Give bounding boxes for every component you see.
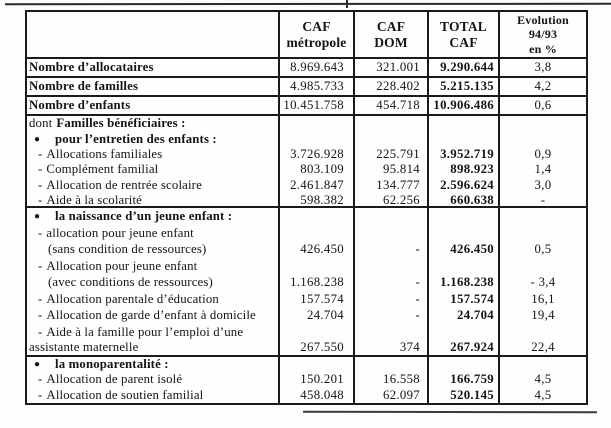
table-row-nombre-allocataires <box>27 59 586 78</box>
cell-caf-dom <box>353 208 427 225</box>
cell-evolution: 22,4 <box>498 340 586 355</box>
cell-total-caf: 1.168.238 <box>427 274 498 291</box>
bullet-icon: ● <box>34 133 41 145</box>
cell-evolution: 3,0 <box>498 178 586 193</box>
cell-label <box>27 97 278 114</box>
cell-evolution: 1,4 <box>498 162 586 177</box>
cell-caf-metropole <box>278 258 353 275</box>
caf-statistics-table <box>25 10 588 405</box>
cell-label <box>27 193 278 208</box>
label-text: Allocation de soutien familial <box>46 387 204 402</box>
label-text: Allocations familiales <box>46 146 163 161</box>
cell-evolution: 19,4 <box>498 307 586 324</box>
header-text: CAF <box>449 34 478 50</box>
dash-marker: - <box>38 225 43 240</box>
label-text: Aide à la famille pour l’emploi d’une <box>46 324 244 339</box>
cell-label <box>27 340 278 355</box>
label-text: (sans condition de ressources) <box>48 242 207 257</box>
cell-caf-dom: - <box>353 291 427 308</box>
cell-caf-metropole <box>278 131 353 146</box>
cell-evolution: - 3,4 <box>498 274 586 291</box>
table-row-aide-scolarite <box>27 193 586 208</box>
dash-marker: - <box>38 324 43 339</box>
cell-evolution <box>498 357 586 372</box>
cell-caf-metropole: 10.451.758 <box>278 97 353 114</box>
cell-label <box>27 78 278 95</box>
cell-total-caf <box>427 324 498 341</box>
cell-label <box>27 324 278 341</box>
cell-evolution <box>498 208 586 225</box>
table-header-row <box>27 12 586 59</box>
cell-total-caf: 3.952.719 <box>427 147 498 162</box>
cell-evolution <box>498 116 586 131</box>
cell-caf-dom <box>353 357 427 372</box>
page-edge-line <box>5 3 611 6</box>
cell-caf-metropole <box>278 116 353 131</box>
cell-total-caf <box>427 357 498 372</box>
label-text: pour l’entretien des enfants : <box>55 131 217 146</box>
cell-caf-dom: 454.718 <box>353 97 427 114</box>
cell-caf-dom: 16.558 <box>353 372 427 387</box>
cell-evolution <box>498 131 586 146</box>
cell-label <box>27 162 278 177</box>
label-text: Allocation de garde d’enfant à domicile <box>46 308 256 323</box>
cell-evolution <box>498 258 586 275</box>
label-text: Nombre de familles <box>29 79 139 93</box>
cell-label <box>27 59 278 76</box>
dash-marker: - <box>38 177 43 192</box>
table-row-allocation-jeune-enfant-avec-l1 <box>27 258 586 275</box>
header-cell-caf-metropole <box>278 12 353 57</box>
cell-evolution: 4,2 <box>498 78 586 95</box>
header-cell-empty <box>27 12 278 57</box>
label-text: la monoparentalité : <box>55 357 169 372</box>
table-row-allocation-rentree-scolaire <box>27 178 586 193</box>
cell-caf-metropole: 598.382 <box>278 193 353 208</box>
dash-marker: - <box>38 308 43 323</box>
label-text: allocation pour jeune enfant <box>46 225 194 240</box>
cell-total-caf: 2.596.624 <box>427 178 498 193</box>
label-text: assistante maternelle <box>29 340 139 355</box>
cell-caf-dom: 321.001 <box>353 59 427 76</box>
header-text: CAF <box>302 18 331 34</box>
cell-caf-dom <box>353 131 427 146</box>
cell-evolution: 0,6 <box>498 97 586 114</box>
cell-caf-metropole: 426.450 <box>278 241 353 258</box>
cell-total-caf <box>427 116 498 131</box>
cell-caf-dom: 225.791 <box>353 147 427 162</box>
header-cell-evolution <box>498 12 586 57</box>
bullet-icon: ● <box>34 359 41 371</box>
cell-total-caf <box>427 258 498 275</box>
table-row-nombre-familles <box>27 78 586 97</box>
cell-total-caf: 24.704 <box>427 307 498 324</box>
cell-label <box>27 372 278 387</box>
header-cell-total-caf <box>427 12 498 57</box>
label-text: Nombre d’enfants <box>29 98 131 112</box>
cell-caf-dom: 374 <box>353 340 427 355</box>
cell-label <box>27 291 278 308</box>
table-row-allocations-familiales <box>27 147 586 162</box>
cell-total-caf <box>427 208 498 225</box>
cell-evolution: 0,5 <box>498 241 586 258</box>
label-text: Familles bénéficiaires : <box>56 116 186 131</box>
table-body <box>27 59 586 403</box>
dash-marker: - <box>38 387 43 402</box>
scan-tick-mark <box>346 0 348 8</box>
cell-caf-metropole <box>278 357 353 372</box>
bullet-icon: ● <box>34 211 41 223</box>
header-text: en % <box>529 41 557 56</box>
cell-caf-dom <box>353 225 427 242</box>
cell-caf-metropole: 8.969.643 <box>278 59 353 76</box>
cell-evolution: - <box>498 193 586 208</box>
cell-label <box>27 178 278 193</box>
header-text: Evolution <box>517 12 569 27</box>
header-text: DOM <box>374 34 408 50</box>
scan-shadow-line <box>303 411 597 414</box>
cell-caf-dom: 134.777 <box>353 178 427 193</box>
dash-marker: - <box>38 372 43 387</box>
table-row-dont-familles-beneficiaires <box>27 116 586 131</box>
table-row-allocation-parentale-education <box>27 291 586 308</box>
cell-caf-dom: - <box>353 307 427 324</box>
cell-caf-dom: 228.402 <box>353 78 427 95</box>
table-row-complement-familial <box>27 162 586 177</box>
cell-evolution: 3,8 <box>498 59 586 76</box>
cell-label <box>27 241 278 258</box>
table-row-section-monoparentalite <box>27 357 586 372</box>
cell-evolution: 4,5 <box>498 372 586 387</box>
dash-marker: - <box>38 146 43 161</box>
cell-label <box>27 307 278 324</box>
cell-total-caf: 5.215.135 <box>427 78 498 95</box>
header-text: CAF <box>376 18 406 34</box>
cell-caf-metropole: 4.985.733 <box>278 78 353 95</box>
cell-total-caf: 157.574 <box>427 291 498 308</box>
cell-evolution: 0,9 <box>498 147 586 162</box>
table-row-aide-famille-emploi-l2 <box>27 340 586 357</box>
table-row-allocation-garde-enfant-domicile <box>27 307 586 324</box>
cell-label <box>27 357 278 372</box>
label-text: (avec conditions de ressources) <box>48 275 213 290</box>
cell-total-caf: 426.450 <box>427 241 498 258</box>
cell-total-caf: 166.759 <box>427 372 498 387</box>
cell-total-caf: 660.638 <box>427 193 498 208</box>
cell-caf-metropole: 24.704 <box>278 307 353 324</box>
cell-label <box>27 131 278 146</box>
label-text: Allocation pour jeune enfant <box>46 258 198 273</box>
cell-evolution <box>498 324 586 341</box>
cell-label <box>27 208 278 225</box>
label-text: Aide à la scolarité <box>46 192 143 207</box>
cell-caf-dom: - <box>353 274 427 291</box>
cell-caf-dom: 95.814 <box>353 162 427 177</box>
cell-total-caf <box>427 225 498 242</box>
cell-evolution: 16,1 <box>498 291 586 308</box>
header-text: 94/93 <box>528 27 558 42</box>
table-row-allocation-jeune-enfant-sans-l2 <box>27 241 586 258</box>
cell-label <box>27 258 278 275</box>
table-row-section-entretien-des-enfants <box>27 131 586 146</box>
cell-caf-metropole <box>278 225 353 242</box>
cell-caf-dom: - <box>353 241 427 258</box>
dash-marker: - <box>38 291 43 306</box>
cell-total-caf: 520.145 <box>427 388 498 403</box>
dash-marker: - <box>38 162 43 177</box>
cell-label <box>27 225 278 242</box>
cell-total-caf: 9.290.644 <box>427 59 498 76</box>
table-row-allocation-jeune-enfant-sans-l1 <box>27 225 586 242</box>
cell-total-caf <box>427 131 498 146</box>
cell-caf-metropole: 2.461.847 <box>278 178 353 193</box>
cell-caf-dom <box>353 258 427 275</box>
cell-label <box>27 147 278 162</box>
cell-caf-dom <box>353 116 427 131</box>
table-row-section-naissance-jeune-enfant <box>27 208 586 225</box>
cell-caf-metropole: 150.201 <box>278 372 353 387</box>
table-row-allocation-parent-isole <box>27 372 586 387</box>
label-text: Nombre d’allocataires <box>29 60 154 74</box>
label-text: Complément familial <box>46 162 159 177</box>
cell-caf-metropole <box>278 324 353 341</box>
header-text: métropole <box>286 34 347 50</box>
cell-evolution: 4,5 <box>498 388 586 403</box>
cell-label <box>27 274 278 291</box>
dash-marker: - <box>38 192 43 207</box>
table-row-allocation-jeune-enfant-avec-l2 <box>27 274 586 291</box>
cell-total-caf: 267.924 <box>427 340 498 355</box>
cell-caf-dom <box>353 324 427 341</box>
dash-marker: - <box>38 258 43 273</box>
label-prefix: dont <box>29 116 53 131</box>
table-row-aide-famille-emploi-l1 <box>27 324 586 341</box>
cell-caf-metropole: 3.726.928 <box>278 147 353 162</box>
label-text: Allocation de rentrée scolaire <box>46 177 202 192</box>
label-text: Allocation de parent isolé <box>46 372 183 387</box>
cell-caf-metropole: 803.109 <box>278 162 353 177</box>
cell-caf-metropole: 458.048 <box>278 388 353 403</box>
cell-caf-metropole: 1.168.238 <box>278 274 353 291</box>
label-text: la naissance d’un jeune enfant : <box>55 209 233 224</box>
cell-caf-metropole: 267.550 <box>278 340 353 355</box>
header-text: TOTAL <box>439 18 488 34</box>
table-row-nombre-enfants <box>27 97 586 116</box>
label-text: Allocation parentale d’éducation <box>46 291 219 306</box>
cell-caf-metropole <box>278 208 353 225</box>
cell-caf-metropole: 157.574 <box>278 291 353 308</box>
cell-caf-dom: 62.097 <box>353 388 427 403</box>
header-cell-caf-dom <box>353 12 427 57</box>
table-row-allocation-soutien-familial <box>27 388 586 403</box>
cell-caf-dom: 62.256 <box>353 193 427 208</box>
cell-label <box>27 388 278 403</box>
cell-total-caf: 898.923 <box>427 162 498 177</box>
cell-evolution <box>498 225 586 242</box>
cell-label <box>27 116 278 131</box>
cell-total-caf: 10.906.486 <box>427 97 498 114</box>
